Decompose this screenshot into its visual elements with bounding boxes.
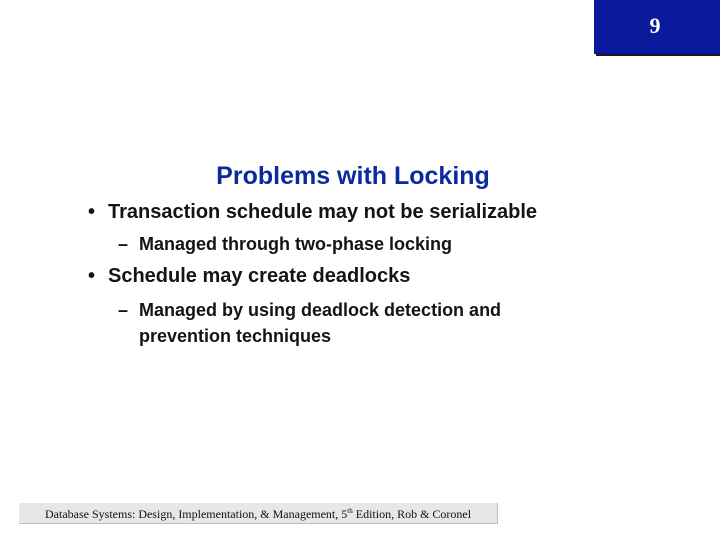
- subbullet-text: Managed through two-phase locking: [139, 234, 453, 254]
- chapter-number: 9: [649, 13, 661, 38]
- footer-superscript: th: [347, 507, 353, 515]
- footer-citation: [45, 506, 471, 522]
- bullet-marker: •: [88, 265, 96, 287]
- bullet-item: [88, 199, 537, 225]
- subbullet-marker: –: [118, 300, 129, 320]
- bullet-item: [88, 263, 410, 289]
- bullet-text: Schedule may create deadlocks: [108, 265, 411, 287]
- footer-text-main: Database Systems: Design, Implementation, & Management, 5: [45, 507, 348, 521]
- bullet-marker: •: [88, 201, 96, 223]
- subbullet-text-line-2: prevention techniques: [139, 326, 332, 346]
- slide-title: Problems with Locking: [216, 161, 490, 190]
- subbullet-marker: –: [118, 234, 129, 254]
- footer-text-end: Edition, Rob & Coronel: [352, 507, 472, 521]
- bullet-text: Transaction schedule may not be serializable: [108, 201, 538, 223]
- subbullet-item: [118, 297, 501, 349]
- subbullet-item: [118, 231, 452, 257]
- subbullet-text-line-1: Managed by using deadlock detection and: [139, 300, 502, 320]
